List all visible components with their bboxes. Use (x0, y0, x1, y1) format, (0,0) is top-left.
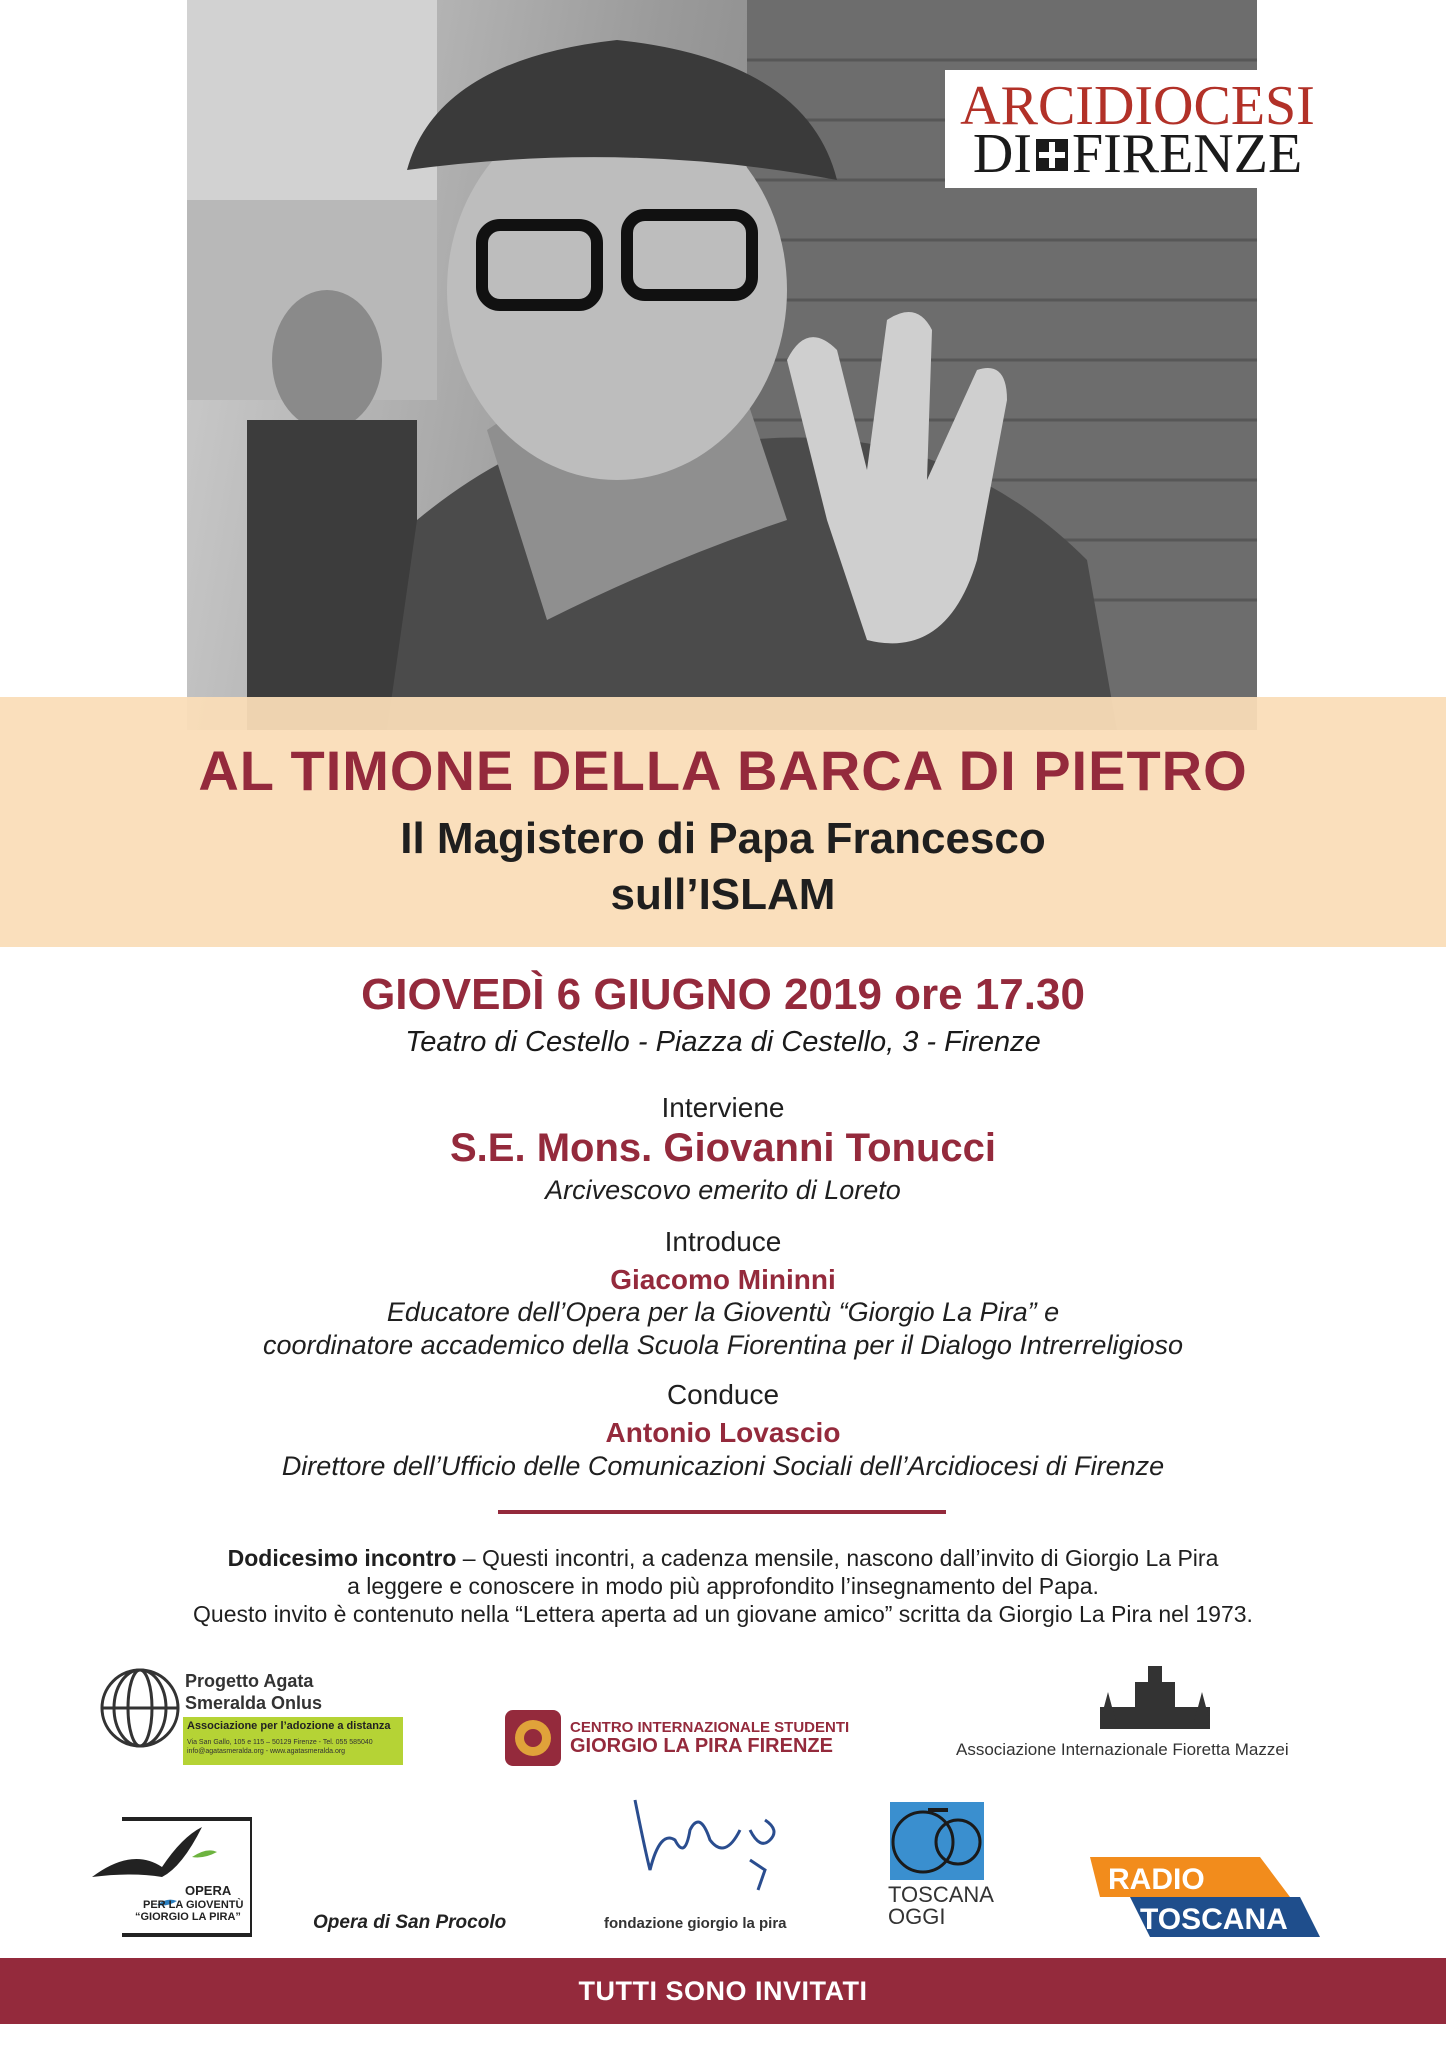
toscana-oggi-line2: OGGI (888, 1904, 946, 1929)
cis-line2: GIORGIO LA PIRA FIRENZE (570, 1735, 833, 1757)
intro-desc-line2: coordinatore accademico della Scuola Fiorentina per il Dialogo Intrerreligioso (263, 1330, 1183, 1360)
intro-role: Introduce (664, 1226, 782, 1257)
radio-line2: TOSCANA (1140, 1903, 1288, 1936)
host-desc: Direttore dell’Ufficio delle Comunicazioni Sociali dell’Arcidiocesi di Firenze (281, 1451, 1165, 1481)
speaker-desc: Arcivescovo emerito di Loreto (545, 1175, 901, 1205)
host-role: Conduce (666, 1379, 780, 1410)
paragraph-line1 (0, 1545, 1446, 1572)
event-subtitle-line1: Il Magistero di Papa Francesco (400, 814, 1046, 863)
cross-icon (1036, 139, 1068, 171)
radio-toscana-logo (1090, 1857, 1330, 1937)
speaker-name: S.E. Mons. Giovanni Tonucci (450, 1126, 996, 1170)
intro-desc-line1: Educatore dell’Opera per la Gioventù “Giorgio La Pira” e (386, 1297, 1060, 1327)
paragraph-line2: a leggere e conoscere in modo più approfondito l’insegnamento del Papa. (347, 1573, 1099, 1599)
arcidiocesi-logo (945, 70, 1330, 188)
fioretta-mazzei-name: Associazione Internazionale Fioretta Mazzei (956, 1740, 1289, 1759)
opera-line2: PER LA GIOVENTÙ (143, 1899, 244, 1911)
cis-line1: CENTRO INTERNAZIONALE STUDENTI (570, 1719, 850, 1736)
logo-line2-left: DI (972, 123, 1032, 185)
agata-title-line1: Progetto Agata (185, 1671, 314, 1691)
opera-san-procolo: Opera di San Procolo (313, 1912, 507, 1933)
opera-line1: OPERA (185, 1883, 232, 1898)
fondazione-giorgio-la-pira: fondazione giorgio la pira (604, 1915, 787, 1932)
cis-logo-icon (503, 1708, 563, 1768)
logo-line1: ARCIDIOCESI (960, 75, 1315, 137)
event-subtitle-line2: sull’ISLAM (610, 870, 836, 919)
agata-address-line1: Via San Gallo, 105 e 115 – 50129 Firenze - Tel. 055 585040 (187, 1739, 373, 1746)
logo-line2-right: FIRENZE (1071, 123, 1303, 185)
event-venue: Teatro di Cestello - Piazza di Cestello, 3 - Firenze (405, 1026, 1041, 1058)
fioretta-mazzei-building-icon (1090, 1662, 1220, 1732)
speaker-role: Interviene (661, 1092, 785, 1123)
agata-address-line2: info@agatasmeralda.org - www.agatasmeralda.org (187, 1748, 346, 1755)
logo-line2 (945, 124, 1330, 184)
agata-address (187, 1738, 399, 1756)
opera-line3: “GIORGIO LA PIRA” (135, 1911, 241, 1923)
radio-line1: RADIO (1108, 1863, 1205, 1896)
event-title: AL TIMONE DELLA BARCA DI PIETRO (198, 739, 1248, 802)
la-pira-signature-icon (630, 1790, 790, 1900)
footer-text: TUTTI SONO INVITATI (578, 1976, 868, 2006)
paragraph-line3: Questo invito è contenuto nella “Lettera aperta ad un giovane amico” scritta da Giorgio La Pira nel 1973. (193, 1601, 1253, 1627)
paragraph-line1-rest: – Questi incontri, a cadenza mensile, nascono dall’invito di Giorgio La Pira (456, 1545, 1219, 1571)
agata-subtitle: Associazione per l’adozione a distanza (187, 1720, 391, 1732)
toscana-oggi-line1: TOSCANA (888, 1882, 994, 1907)
agata-globe-icon (100, 1668, 180, 1748)
host-name: Antonio Lovascio (605, 1417, 841, 1448)
paragraph-bold: Dodicesimo incontro (227, 1545, 457, 1571)
intro-name: Giacomo Mininni (610, 1264, 836, 1295)
agata-title (185, 1670, 322, 1714)
event-date: GIOVEDÌ 6 GIUGNO 2019 ore 17.30 (361, 970, 1085, 1019)
section-divider (498, 1510, 946, 1514)
agata-title-line2: Smeralda Onlus (185, 1693, 323, 1713)
